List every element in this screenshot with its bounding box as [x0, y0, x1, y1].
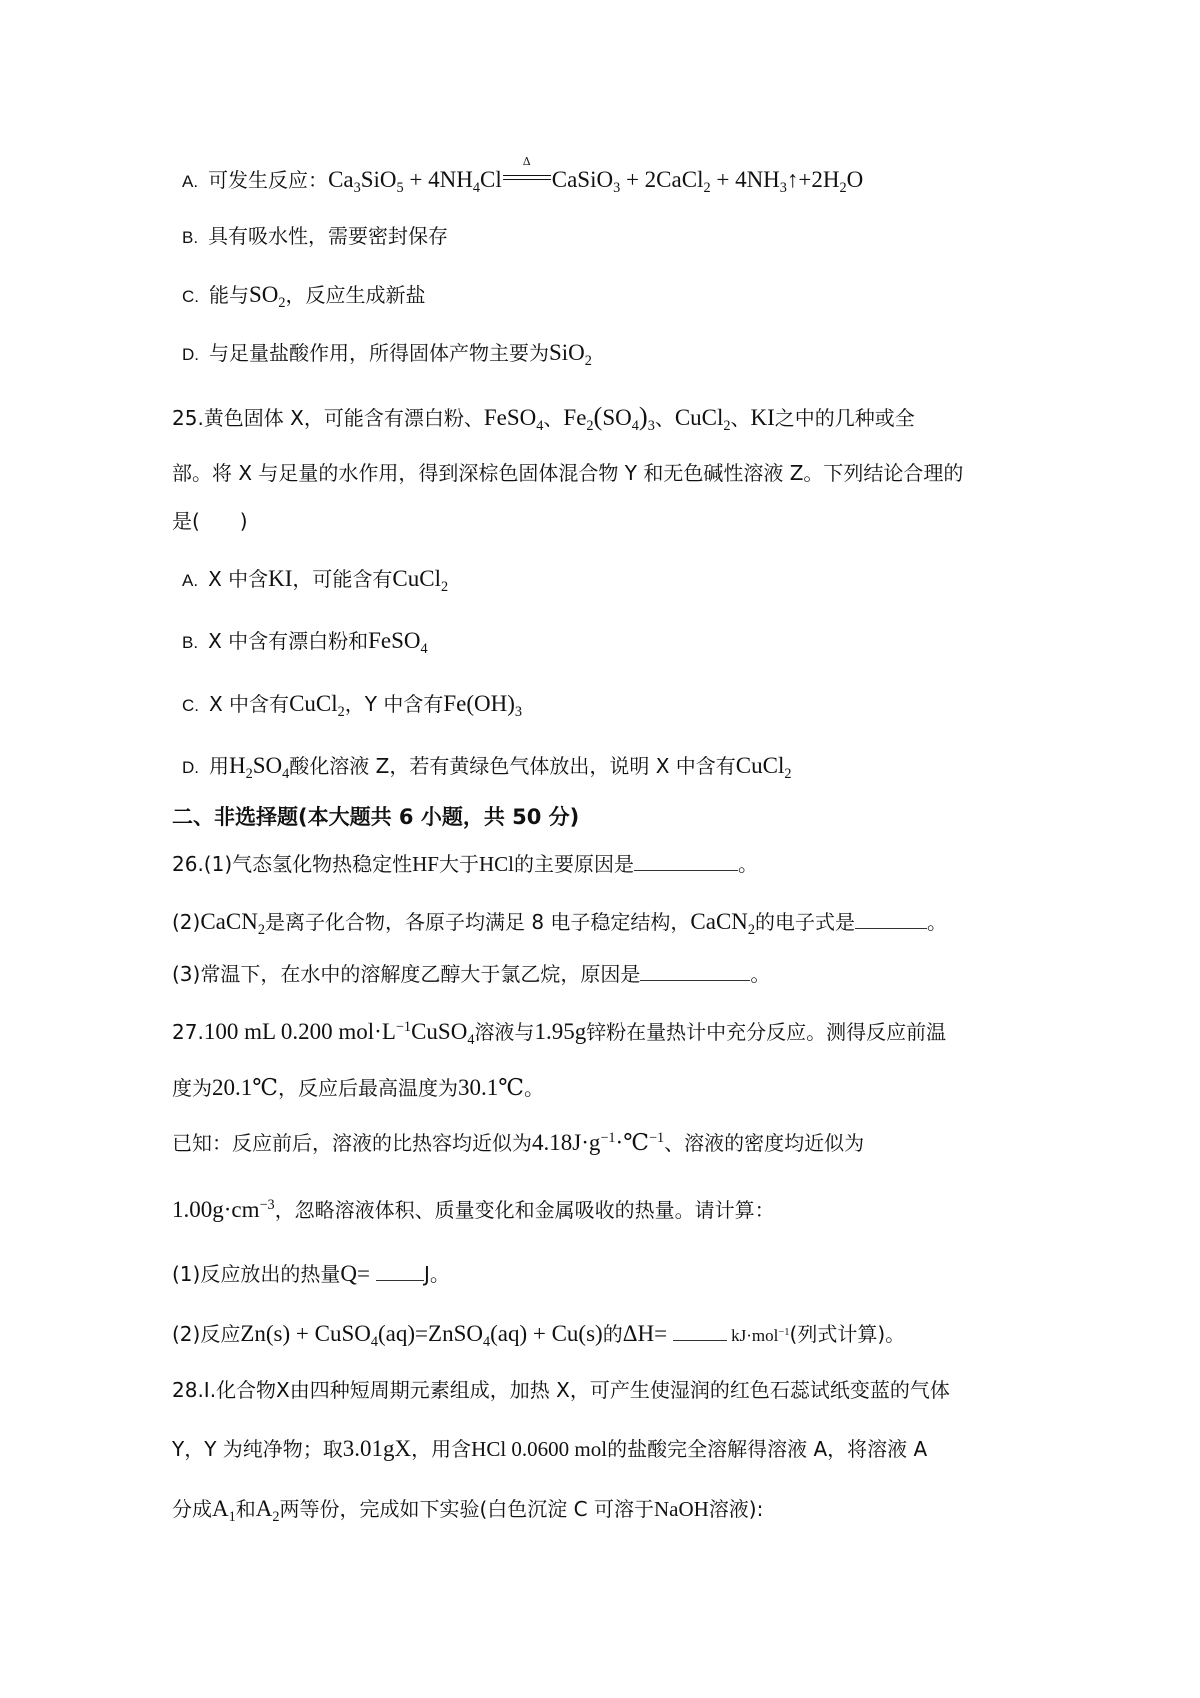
formula-cuso4-solution: 100 mL 0.200 $mol\cdot L^{-1}CuSO_4$ — [203, 1019, 475, 1048]
option-text: 可发生反应： — [208, 168, 329, 192]
stem-text: 之中的几种或全 — [774, 406, 915, 430]
solution-a2: $A_2$ — [255, 1496, 280, 1525]
option-label: A. — [182, 172, 199, 191]
question-text: 28.Ⅰ.化合物Ⅹ由四种短周期元素组成，加热 X，可产生使湿润的红色石蕊试纸变蓝的气体 — [172, 1378, 950, 1402]
q27-stem-line-2 — [172, 1076, 544, 1099]
delta-symbol: Δ — [522, 155, 531, 168]
question-text: (列式计算)。 — [789, 1322, 906, 1346]
option-text: X 中含有 — [209, 692, 290, 716]
question-text: 的电子式是 — [755, 910, 856, 934]
question-text: 溶液与 — [474, 1020, 535, 1044]
question-text: 26.(1)气态氢化物热稳定性 — [172, 852, 413, 876]
formula-feoh3: $Fe(OH)_3$ — [443, 691, 523, 720]
formula-h2so4: $H_2SO_4$ — [229, 753, 290, 782]
heating-equals-sign — [502, 155, 552, 191]
q28-stem-line-2 — [172, 1437, 927, 1460]
formula-fe2so43: $Fe_2(SO_4)_3$ — [563, 401, 655, 434]
option-text: 具有吸水性，需要密封保存 — [208, 224, 449, 248]
punctuation: 。 — [927, 910, 948, 934]
formula-cucl2: CuCl$_2$ — [392, 566, 449, 595]
q25-stem-line-3 — [172, 511, 248, 532]
formula-feso4: FeSO$_4$ — [368, 628, 428, 657]
question-text: 已知：反应前后，溶液的比热容均近似为 — [172, 1131, 532, 1155]
option-text: X 中含有漂白粉和 — [208, 629, 369, 653]
punctuation: 。 — [738, 852, 759, 876]
reaction-equation-left: $Ca_3SiO_5 + 4NH_4Cl$ — [328, 167, 502, 196]
unit-text: J。 — [423, 1262, 450, 1286]
question-text: 溶液): — [708, 1497, 764, 1521]
question-text: 的 — [602, 1322, 623, 1346]
formula-naoh: NaOH — [653, 1497, 709, 1521]
sample-mass: 3.01gX — [342, 1436, 412, 1461]
stem-text: 部。将 X 与足量的水作用，得到深棕色固体混合物 Y 和无色碱性溶液 Z。下列结论合理的 — [172, 461, 964, 485]
option-label: D. — [182, 758, 199, 777]
q27-part-1 — [172, 1262, 450, 1285]
q24-option-c — [182, 282, 426, 311]
formula-cacn2: CaCN$_2$ — [200, 909, 265, 938]
formula-cucl2: CuCl$_2$ — [289, 691, 345, 720]
option-text: ，Y 中含有 — [344, 692, 444, 716]
hcl-amount: HCl 0.0600 mol — [471, 1437, 608, 1461]
formula-feso4: FeSO$_4$ — [483, 405, 544, 434]
formula-ki: KI — [268, 566, 293, 591]
question-text: 是离子化合物，各原子均满足 8 电子稳定结构， — [264, 910, 691, 934]
density: $1.00g\cdot cm^{-3}$ — [172, 1197, 275, 1222]
q25-option-c — [182, 691, 523, 720]
q25-option-d — [182, 753, 792, 782]
option-label: D. — [182, 345, 199, 364]
option-label: B. — [182, 228, 199, 247]
q24-option-a — [182, 155, 864, 196]
punctuation: 。 — [523, 1076, 544, 1100]
q25-stem-line-2 — [172, 463, 963, 484]
q25-stem-line-1 — [172, 401, 915, 434]
option-label: B. — [182, 633, 199, 652]
answer-blank[interactable] — [855, 928, 927, 929]
question-text: Y，Y 为纯净物；取 — [172, 1437, 343, 1461]
option-text: X 中含 — [208, 567, 269, 591]
option-label: C. — [182, 696, 199, 715]
answer-blank[interactable] — [640, 980, 750, 981]
option-text: ，反应生成新盐 — [285, 283, 426, 307]
option-text: 与足量盐酸作用，所得固体产物主要为 — [209, 341, 549, 365]
option-text: 酸化溶液 Z，若有黄绿色气体放出，说明 X 中含有 — [289, 754, 736, 778]
option-label: A. — [182, 571, 199, 590]
initial-temperature: 20.1℃ — [212, 1075, 278, 1100]
formula-q: Q= — [340, 1261, 370, 1286]
formula-sio2: SiO$_2$ — [549, 340, 592, 369]
q28-stem-line-3 — [172, 1496, 764, 1525]
question-text: 的主要原因是 — [514, 852, 635, 876]
q27-known-line-2 — [172, 1198, 775, 1221]
formula-cucl2: CuCl$_2$ — [674, 405, 731, 434]
question-text: 、溶液的密度均近似为 — [664, 1131, 865, 1155]
punctuation: 。 — [750, 962, 771, 986]
specific-heat: $4.18J\cdot g^{-1}\cdot℃^{-1}$ — [532, 1130, 665, 1155]
option-text: ，可能含有 — [292, 567, 393, 591]
stem-text: 是( ) — [172, 509, 248, 533]
formula-cacn2: CaCN$_2$ — [690, 909, 756, 938]
q27-part-2 — [172, 1321, 906, 1350]
q24-option-d — [182, 340, 592, 369]
section-heading — [172, 806, 579, 828]
q26-part-2 — [172, 909, 948, 938]
q25-option-a — [182, 566, 449, 595]
question-text: ，忽略溶液体积、质量变化和金属吸收的热量。请计算： — [274, 1198, 775, 1222]
answer-blank[interactable] — [634, 870, 738, 871]
answer-blank[interactable] — [376, 1280, 424, 1281]
zinc-mass: 1.95g — [534, 1019, 587, 1044]
question-text: 度为 — [172, 1076, 212, 1100]
delta-h: ΔH= — [622, 1321, 668, 1346]
separator: 、 — [543, 406, 564, 430]
question-text: 的盐酸完全溶解得溶液 A，将溶液 A — [607, 1437, 928, 1461]
option-text: 用 — [209, 754, 229, 778]
q26-part-1 — [172, 854, 758, 875]
formula-hf: HF — [412, 852, 439, 876]
question-text: ，反应后最高温度为 — [277, 1076, 458, 1100]
question-text: 和 — [235, 1497, 256, 1521]
q24-option-b — [182, 226, 448, 247]
q27-known-line-1 — [172, 1131, 864, 1154]
q27-stem-line-1 — [172, 1019, 947, 1048]
question-text: (1)反应放出的热量 — [172, 1262, 341, 1286]
formula-ki: KI — [750, 405, 775, 430]
solution-a1: $A_1$ — [212, 1496, 236, 1525]
question-text: (2) — [172, 910, 201, 934]
formula-cucl2: CuCl$_2$ — [735, 753, 792, 782]
question-text: 大于 — [439, 852, 479, 876]
question-text: (3)常温下，在水中的溶解度乙醇大于氯乙烷，原因是 — [172, 962, 641, 986]
final-temperature: 30.1℃ — [457, 1075, 524, 1100]
question-text: 锌粉在量热计中充分反应。测得反应前温 — [586, 1020, 947, 1044]
question-number: 27. — [172, 1020, 204, 1044]
heading-text: 二、非选择题(本大题共 6 小题，共 50 分) — [172, 805, 580, 829]
formula-hcl: HCl — [479, 852, 515, 876]
answer-blank[interactable] — [673, 1340, 727, 1341]
option-label: C. — [182, 287, 199, 306]
question-text: ，用含 — [411, 1437, 472, 1461]
q25-option-b — [182, 628, 428, 657]
reaction-equation-right: CaSiO$_3$ + 2CaCl$_2$ + $4NH_3↑+2H_2O$ — [551, 167, 864, 196]
option-text: 能与 — [209, 283, 249, 307]
unit-kj-per-mol: kJ·mol$^{-1}$ — [731, 1326, 790, 1345]
question-text: 分成 — [172, 1497, 212, 1521]
stem-text: 25.黄色固体 X，可能含有漂白粉、 — [172, 406, 484, 430]
question-text: 两等份，完成如下实验(白色沉淀 C 可溶于 — [279, 1497, 654, 1521]
separator: 、 — [654, 406, 675, 430]
reaction-equation: Zn(s) + CuSO$_4$(aq)=ZnSO$_4$(aq) + Cu(s) — [240, 1321, 603, 1350]
formula-so2: $SO_2$ — [249, 282, 286, 311]
q26-part-3 — [172, 964, 770, 985]
q28-stem-line-1 — [172, 1380, 950, 1401]
question-text: (2)反应 — [172, 1322, 241, 1346]
separator: 、 — [730, 406, 751, 430]
